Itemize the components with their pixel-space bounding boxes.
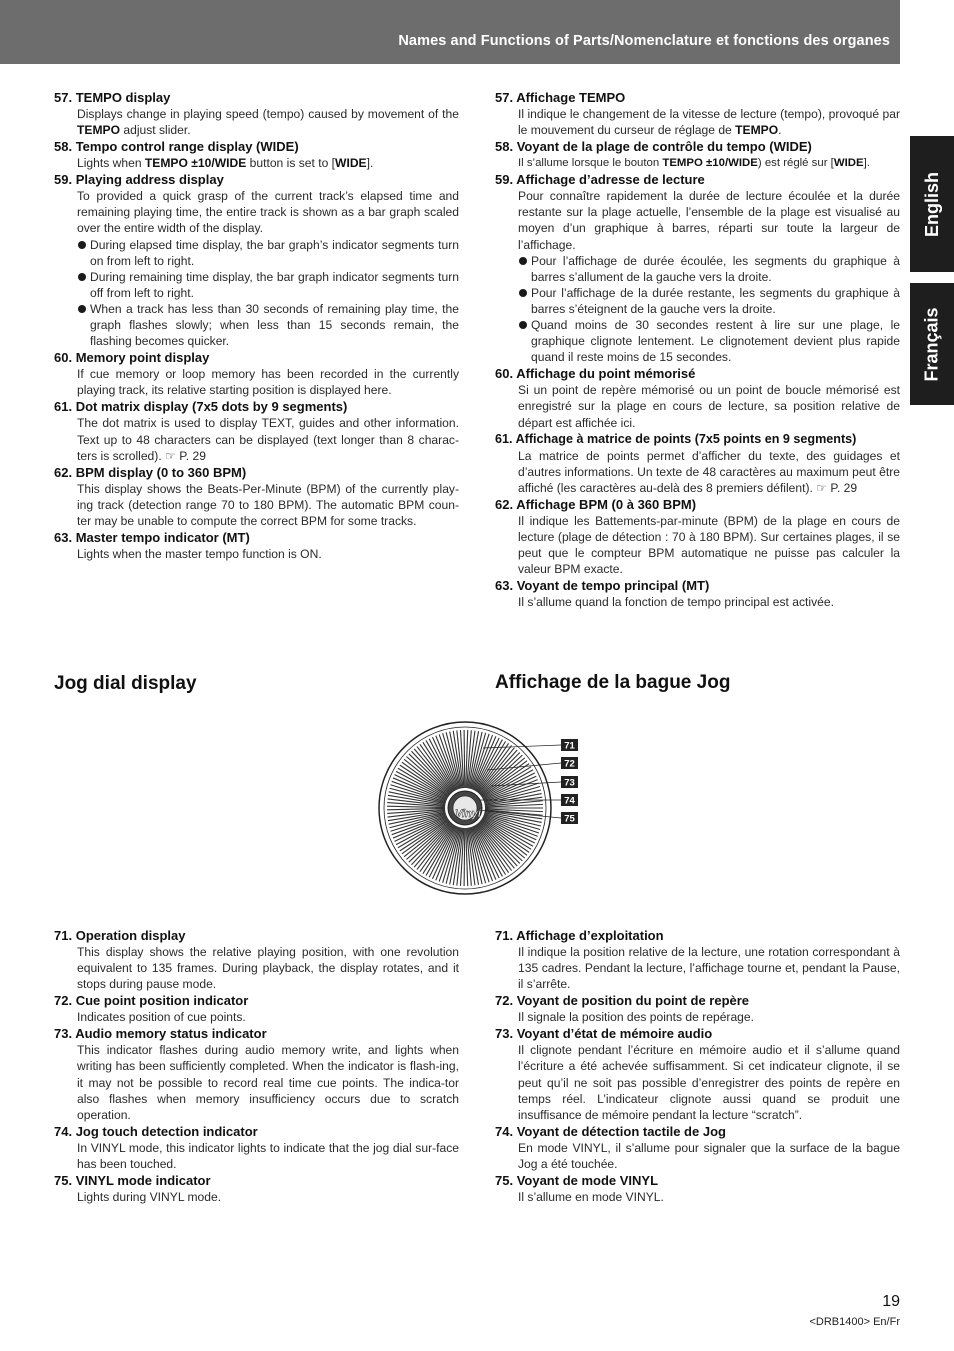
tab-francais-label: Français bbox=[921, 306, 942, 382]
item-keyword: WIDE bbox=[833, 157, 864, 170]
item-number: 72. bbox=[495, 993, 514, 1009]
vinyl-label: Vinyl bbox=[455, 808, 481, 820]
item-text: In VINYL mode, this indicator lights to indicate that the jog dial sur-face has been touched. bbox=[77, 1140, 459, 1171]
item-text: The dot matrix is used to display TEXT, guides and other information. Text up to 48 characters can be displayed (text longer than 8 charac-ters is scrolled). ☞ P. 29 bbox=[77, 416, 459, 463]
jog-spoke bbox=[464, 828, 465, 886]
item-title: Playing address display bbox=[75, 172, 224, 188]
item-number: 74. bbox=[54, 1123, 73, 1139]
item-text: Il indique la position relative de la lecture, une rotation correspondant à 135 cadres. Pendant la lecture, l’affichage tourne et, pendant la Pause, il s’arrête. bbox=[518, 945, 900, 992]
item-title: BPM display (0 to 360 BPM) bbox=[75, 464, 247, 480]
item-58-fr bbox=[495, 138, 900, 171]
item-text: . bbox=[778, 123, 782, 138]
item-61-en bbox=[54, 398, 459, 463]
item-title: Affichage à matrice de points (7x5 points en 9 segments) bbox=[515, 431, 857, 446]
item-title: Voyant d’état de mémoire audio bbox=[516, 1026, 713, 1042]
item-59-fr bbox=[495, 171, 900, 365]
item-keyword: TEMPO ±10/WIDE bbox=[144, 156, 247, 171]
item-title: Voyant de détection tactile de Jog bbox=[516, 1123, 726, 1139]
jog-spoke bbox=[464, 730, 465, 788]
jog-dial-diagram bbox=[375, 720, 585, 900]
item-text: Indicates position of cue points. bbox=[77, 1010, 246, 1025]
bullet-item: Pour l’affichage de la durée restante, les segments du graphique à barres s’éteignent de la gauche vers la droite. bbox=[518, 285, 900, 317]
item-text: This display shows the Beats-Per-Minute (BPM) of the currently play-ing track (detection range 70 to 180 BPM). The automatic BPM coun-ter may be unable to compute the correct BPM for some tracks. bbox=[77, 481, 459, 528]
tab-english[interactable] bbox=[910, 136, 954, 272]
item-title: Affichage BPM (0 à 360 BPM) bbox=[516, 496, 697, 512]
item-75-en bbox=[54, 1172, 459, 1205]
callout-73: 73 bbox=[564, 777, 575, 789]
tab-english-label: English bbox=[921, 171, 942, 237]
item-number: 61. bbox=[54, 399, 73, 415]
item-text: Il indique le changement de la vitesse de lecture (tempo), provoqué par le mouvement du curseur de réglage de bbox=[518, 107, 900, 138]
item-71-fr bbox=[495, 927, 900, 992]
item-number: 63. bbox=[495, 578, 514, 594]
item-59-en bbox=[54, 171, 459, 349]
item-text: ]. bbox=[863, 157, 870, 170]
item-text: Lights when bbox=[77, 156, 145, 171]
item-keyword: TEMPO bbox=[735, 123, 779, 138]
item-title: Operation display bbox=[75, 928, 186, 943]
item-text: ) est réglé sur [ bbox=[757, 157, 834, 170]
item-number: 75. bbox=[495, 1173, 514, 1189]
item-text: Il clignote pendant l’écriture en mémoire audio et il s’allume quand l’écriture a été achevée suffisamment. Si cet indicateur clignote, il se peut qu’il ne soit pas possible d’enregistrer des points de repère en temps réel. L’indicateur clignote aussi quand se produit une insuffisance de mémoire pendant la lecture “scratch”. bbox=[518, 1043, 900, 1122]
item-title: Master tempo indicator (MT) bbox=[75, 529, 250, 545]
item-number: 59. bbox=[54, 172, 73, 188]
item-74-fr bbox=[495, 1123, 900, 1172]
item-text: Pour connaître rapidement la durée de lecture écoulée et la durée restante sur la plage actuelle, l’ensemble de la plage est visualisé au moyen d’un graphique à barres, réparti sur toute la largeur de l’affichage. bbox=[518, 189, 900, 252]
item-number: 75. bbox=[54, 1173, 73, 1189]
item-63-fr bbox=[495, 577, 900, 610]
item-number: 73. bbox=[54, 1026, 73, 1042]
item-title: Voyant de mode VINYL bbox=[516, 1173, 659, 1189]
item-text: Il signale la position des points de repérage. bbox=[518, 1010, 754, 1025]
item-title: Dot matrix display (7x5 dots by 9 segments) bbox=[75, 399, 348, 415]
item-74-en bbox=[54, 1123, 459, 1172]
item-58-en bbox=[54, 138, 459, 171]
callout-labels bbox=[561, 739, 578, 825]
jog-dial-svg bbox=[375, 720, 585, 900]
bottom-english-column bbox=[54, 927, 459, 1205]
document-code: <DRB1400> En/Fr bbox=[809, 1316, 900, 1328]
item-number: 72. bbox=[54, 993, 73, 1009]
callout-75: 75 bbox=[564, 813, 575, 825]
item-75-fr bbox=[495, 1172, 900, 1205]
item-number: 62. bbox=[495, 496, 514, 512]
item-text: Il indique les Battements-par-minute (BPM) de la plage en cours de lecture (plage de détection : 70 à 180 BPM). Sur certaines plages, il se peut que le compteur BPM automatique ne puisse pas calculer la valeur BPM exacte. bbox=[518, 513, 900, 577]
item-text: Il s’allume en mode VINYL. bbox=[518, 1190, 664, 1205]
item-keyword: WIDE bbox=[335, 156, 367, 171]
top-english-column bbox=[54, 89, 459, 562]
item-title: Jog touch detection indicator bbox=[75, 1123, 258, 1139]
item-number: 57. bbox=[495, 90, 514, 105]
item-text: Lights during VINYL mode. bbox=[77, 1190, 222, 1205]
bullet-item: During elapsed time display, the bar graph’s indicator segments turn on from left to right. bbox=[77, 237, 459, 269]
page-header bbox=[0, 0, 900, 64]
item-73-en bbox=[54, 1025, 459, 1122]
item-title: Affichage d’adresse de lecture bbox=[516, 172, 705, 188]
item-number: 71. bbox=[54, 928, 73, 943]
item-keyword: TEMPO bbox=[77, 123, 121, 138]
tab-francais[interactable] bbox=[910, 283, 954, 405]
item-number: 58. bbox=[54, 139, 73, 155]
item-text: Displays change in playing speed (tempo) caused by movement of the bbox=[77, 107, 459, 121]
item-title: VINYL mode indicator bbox=[75, 1173, 211, 1189]
item-73-fr bbox=[495, 1025, 900, 1122]
bullet-item: During remaining time display, the bar graph indicator segments turn off from left to right. bbox=[77, 269, 459, 301]
item-text: Il s’allume lorsque le bouton bbox=[518, 157, 663, 170]
item-title: Voyant de la plage de contrôle du tempo (WIDE) bbox=[516, 139, 812, 155]
callout-74: 74 bbox=[564, 795, 575, 807]
item-text: ]. bbox=[366, 156, 374, 171]
item-text: This display shows the relative playing position, with one revolution equivalent to 135 frames. During playback, the display rotates, and it stops during pause mode. bbox=[77, 945, 459, 992]
bottom-french-column bbox=[495, 927, 900, 1205]
item-title: TEMPO display bbox=[75, 90, 171, 105]
item-number: 73. bbox=[495, 1026, 514, 1042]
item-number: 63. bbox=[54, 529, 73, 545]
item-title: Affichage du point mémorisé bbox=[516, 366, 696, 382]
item-number: 60. bbox=[495, 366, 514, 382]
item-57-en bbox=[54, 89, 459, 138]
item-title: Affichage TEMPO bbox=[516, 90, 626, 105]
callout-72: 72 bbox=[564, 758, 575, 770]
item-text: Si un point de repère mémorisé ou un point de boucle mémorisé est enregistré sur la plage en cours de lecture, sa position relative de départ est affichée ici. bbox=[518, 383, 900, 430]
item-text: This indicator flashes during audio memory write, and lights when writing has been sufficiently completed. When the indicator is flash-ing, it may not be possible to record real time cue points. The indica-tor also flashes when memory insufficiency occurs due to scratch operation. bbox=[77, 1043, 459, 1122]
item-60-en bbox=[54, 349, 459, 398]
bullet-item: When a track has less than 30 seconds of remaining play time, the graph flashes slowly; when less than 15 seconds remain, the flashing becomes quicker. bbox=[77, 301, 459, 349]
callout-71: 71 bbox=[564, 740, 575, 752]
header-title: Names and Functions of Parts/Nomenclature et fonctions des organes bbox=[398, 33, 890, 49]
item-title: Affichage d’exploitation bbox=[516, 928, 664, 943]
item-63-en bbox=[54, 529, 459, 562]
item-title: Cue point position indicator bbox=[75, 993, 249, 1009]
section-title-jog-en: Jog dial display bbox=[54, 673, 197, 694]
item-keyword: TEMPO ±10/WIDE bbox=[662, 157, 758, 170]
item-60-fr bbox=[495, 365, 900, 430]
item-number: 57. bbox=[54, 90, 73, 105]
item-72-en bbox=[54, 992, 459, 1025]
page-number: 19 bbox=[882, 1293, 900, 1310]
item-title: Voyant de tempo principal (MT) bbox=[516, 578, 710, 594]
item-number: 59. bbox=[495, 172, 514, 188]
item-number: 60. bbox=[54, 350, 73, 366]
item-number: 74. bbox=[495, 1123, 514, 1139]
item-text: Il s’allume quand la fonction de tempo principal est activée. bbox=[518, 595, 834, 610]
item-text: adjust slider. bbox=[120, 123, 191, 138]
item-text: Lights when the master tempo function is ON. bbox=[77, 546, 322, 561]
item-title: Tempo control range display (WIDE) bbox=[75, 139, 299, 155]
item-text: button is set to [ bbox=[246, 156, 336, 171]
section-title-jog-fr: Affichage de la bague Jog bbox=[495, 672, 731, 693]
item-number: 61. bbox=[495, 431, 513, 446]
bullet-item: Pour l’affichage de durée écoulée, les segments du graphique à barres s’allument de la gauche vers la droite. bbox=[518, 253, 900, 285]
item-title: Audio memory status indicator bbox=[75, 1026, 267, 1042]
top-french-column bbox=[495, 89, 900, 610]
bullet-item: Quand moins de 30 secondes restent à lire sur une plage, le graphique clignote lentement. Le clignotement devient plus rapide quand il reste moins de 15 secondes. bbox=[518, 317, 900, 365]
item-72-fr bbox=[495, 992, 900, 1025]
item-title: Memory point display bbox=[75, 350, 210, 366]
item-number: 62. bbox=[54, 464, 73, 480]
item-title: Voyant de position du point de repère bbox=[516, 993, 750, 1009]
item-62-en bbox=[54, 464, 459, 529]
item-61-fr bbox=[495, 431, 900, 496]
item-57-fr bbox=[495, 89, 900, 138]
item-62-fr bbox=[495, 496, 900, 577]
item-text: La matrice de points permet d’afficher du texte, des guidages et d’autres informations. Un texte de 48 caractères au maximum peut être affiché (les caractères au-delà des 8 premiers défilent). ☞ P. 29 bbox=[518, 448, 900, 495]
item-71-en bbox=[54, 927, 459, 992]
item-text: To provided a quick grasp of the current track’s elapsed time and remaining playing time, the entire track is shown as a bar graph scaled over the entire width of the display. bbox=[77, 189, 459, 236]
item-text: If cue memory or loop memory has been recorded in the currently playing track, its relative starting position is displayed here. bbox=[77, 367, 459, 398]
item-number: 58. bbox=[495, 139, 514, 155]
item-text: En mode VINYL, il s’allume pour signaler que la surface de la bague Jog a été touchée. bbox=[518, 1140, 900, 1171]
item-number: 71. bbox=[495, 928, 514, 943]
